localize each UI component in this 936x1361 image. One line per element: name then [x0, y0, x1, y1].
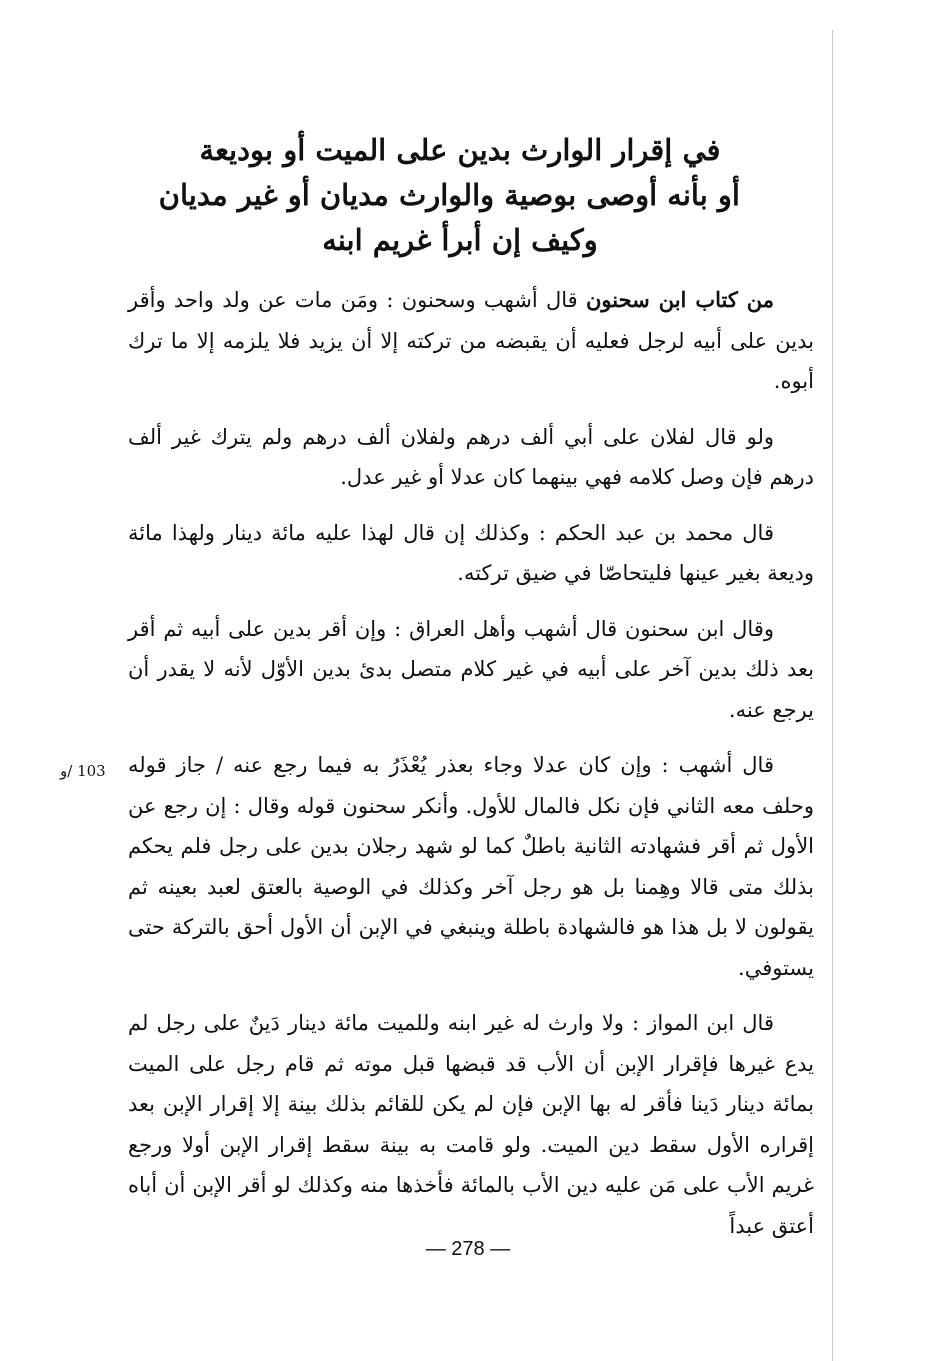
page-number: — 278 — — [425, 1238, 511, 1260]
source-reference: من كتاب ابن سحنون — [586, 287, 775, 312]
paragraph-2 — [128, 417, 814, 498]
chapter-heading — [158, 128, 740, 263]
paragraph-4 — [128, 609, 814, 731]
manuscript-folio-reference: 103 /و — [60, 762, 106, 780]
heading-line-1: في إقرار الوارث بدين على الميت أو بوديعة — [199, 133, 721, 167]
paragraph-text: وقال ابن سحنون قال أشهب وأهل العراق : وإن أقر بدين على أبيه ثم أقر بعد ذلك بدين آخر على أبيه في غير كلام متصل بدئ بدين الأوّل لأنه لا يقدر أن يرجع عنه. — [128, 616, 814, 722]
paragraph-6 — [128, 1003, 814, 1246]
paragraph-text: قال ابن المواز : ولا وارث له غير ابنه وللميت مائة دينار دَينٌ على رجل لم يدع غيرها فإقرار الإبن أن الأب قد قبضها قبل موته ثم قام رجل على الميت بمائة دينار دَينا فأقر له بها الإبن فإن لم يكن للقائم بذلك بينة إلا إقرار الإبن بعد إقراره الأول سقط دين الميت. ولو قامت به بينة سقط إقرار الإبن أولا ورجع غريم الأب على مَن عليه دين الأب بالمائة فأخذها منه وكذلك لو أقر الإبن أن أباه أعتق عبداً — [128, 1011, 814, 1238]
paragraph-text: قال أشهب : وإن كان عدلا وجاء بعذر يُعْذَرُ به فيما رجع عنه / جاز قوله وحلف معه الثاني فإن نكل فالمال للأول. وأنكر سحنون قوله وقال : إن رجع عن الأول ثم أقر فشهادته الثانية باطلٌ كما لو شهد رجلان بدين على رجل فلم يحكم بذلك متى قالا وهِمنا بل هو رجل آخر وكذلك في الوصية بالعتق لعبد بعينه ثم يقولون لا بل هذا هو فالشهادة باطلة وينبغي في الإبن أن الأول أحق بالتركة حتى يستوفي. — [128, 753, 814, 980]
body-text — [128, 280, 814, 1261]
paragraph-5 — [128, 745, 814, 988]
paragraph-text: قال أشهب وسحنون : ومَن مات عن ولد واحد وأقر بدين على أبيه لرجل فعليه أن يقبضه من تركته إلا أن يزيد فلا يلزمه إلا ما ترك أبوه. — [128, 288, 814, 393]
paragraph-1 — [128, 280, 814, 402]
heading-line-2: أو بأنه أوصى بوصية والوارث مديان أو غير مديان — [158, 178, 740, 212]
heading-line-3: وكيف إن أبرأ غريم ابنه — [322, 223, 598, 257]
margin-rule — [832, 30, 833, 1361]
paragraph-3 — [128, 513, 814, 594]
paragraph-text: قال محمد بن عبد الحكم : وكذلك إن قال لهذا عليه مائة دينار ولهذا مائة وديعة بغير عينها فليتحاصّا في ضيق تركته. — [128, 520, 814, 585]
paragraph-text: ولو قال لفلان على أبي ألف درهم ولفلان ألف درهم ولم يترك غير ألف درهم فإن وصل كلامه فهي بينهما كان عدلا أو غير عدل. — [128, 424, 814, 489]
